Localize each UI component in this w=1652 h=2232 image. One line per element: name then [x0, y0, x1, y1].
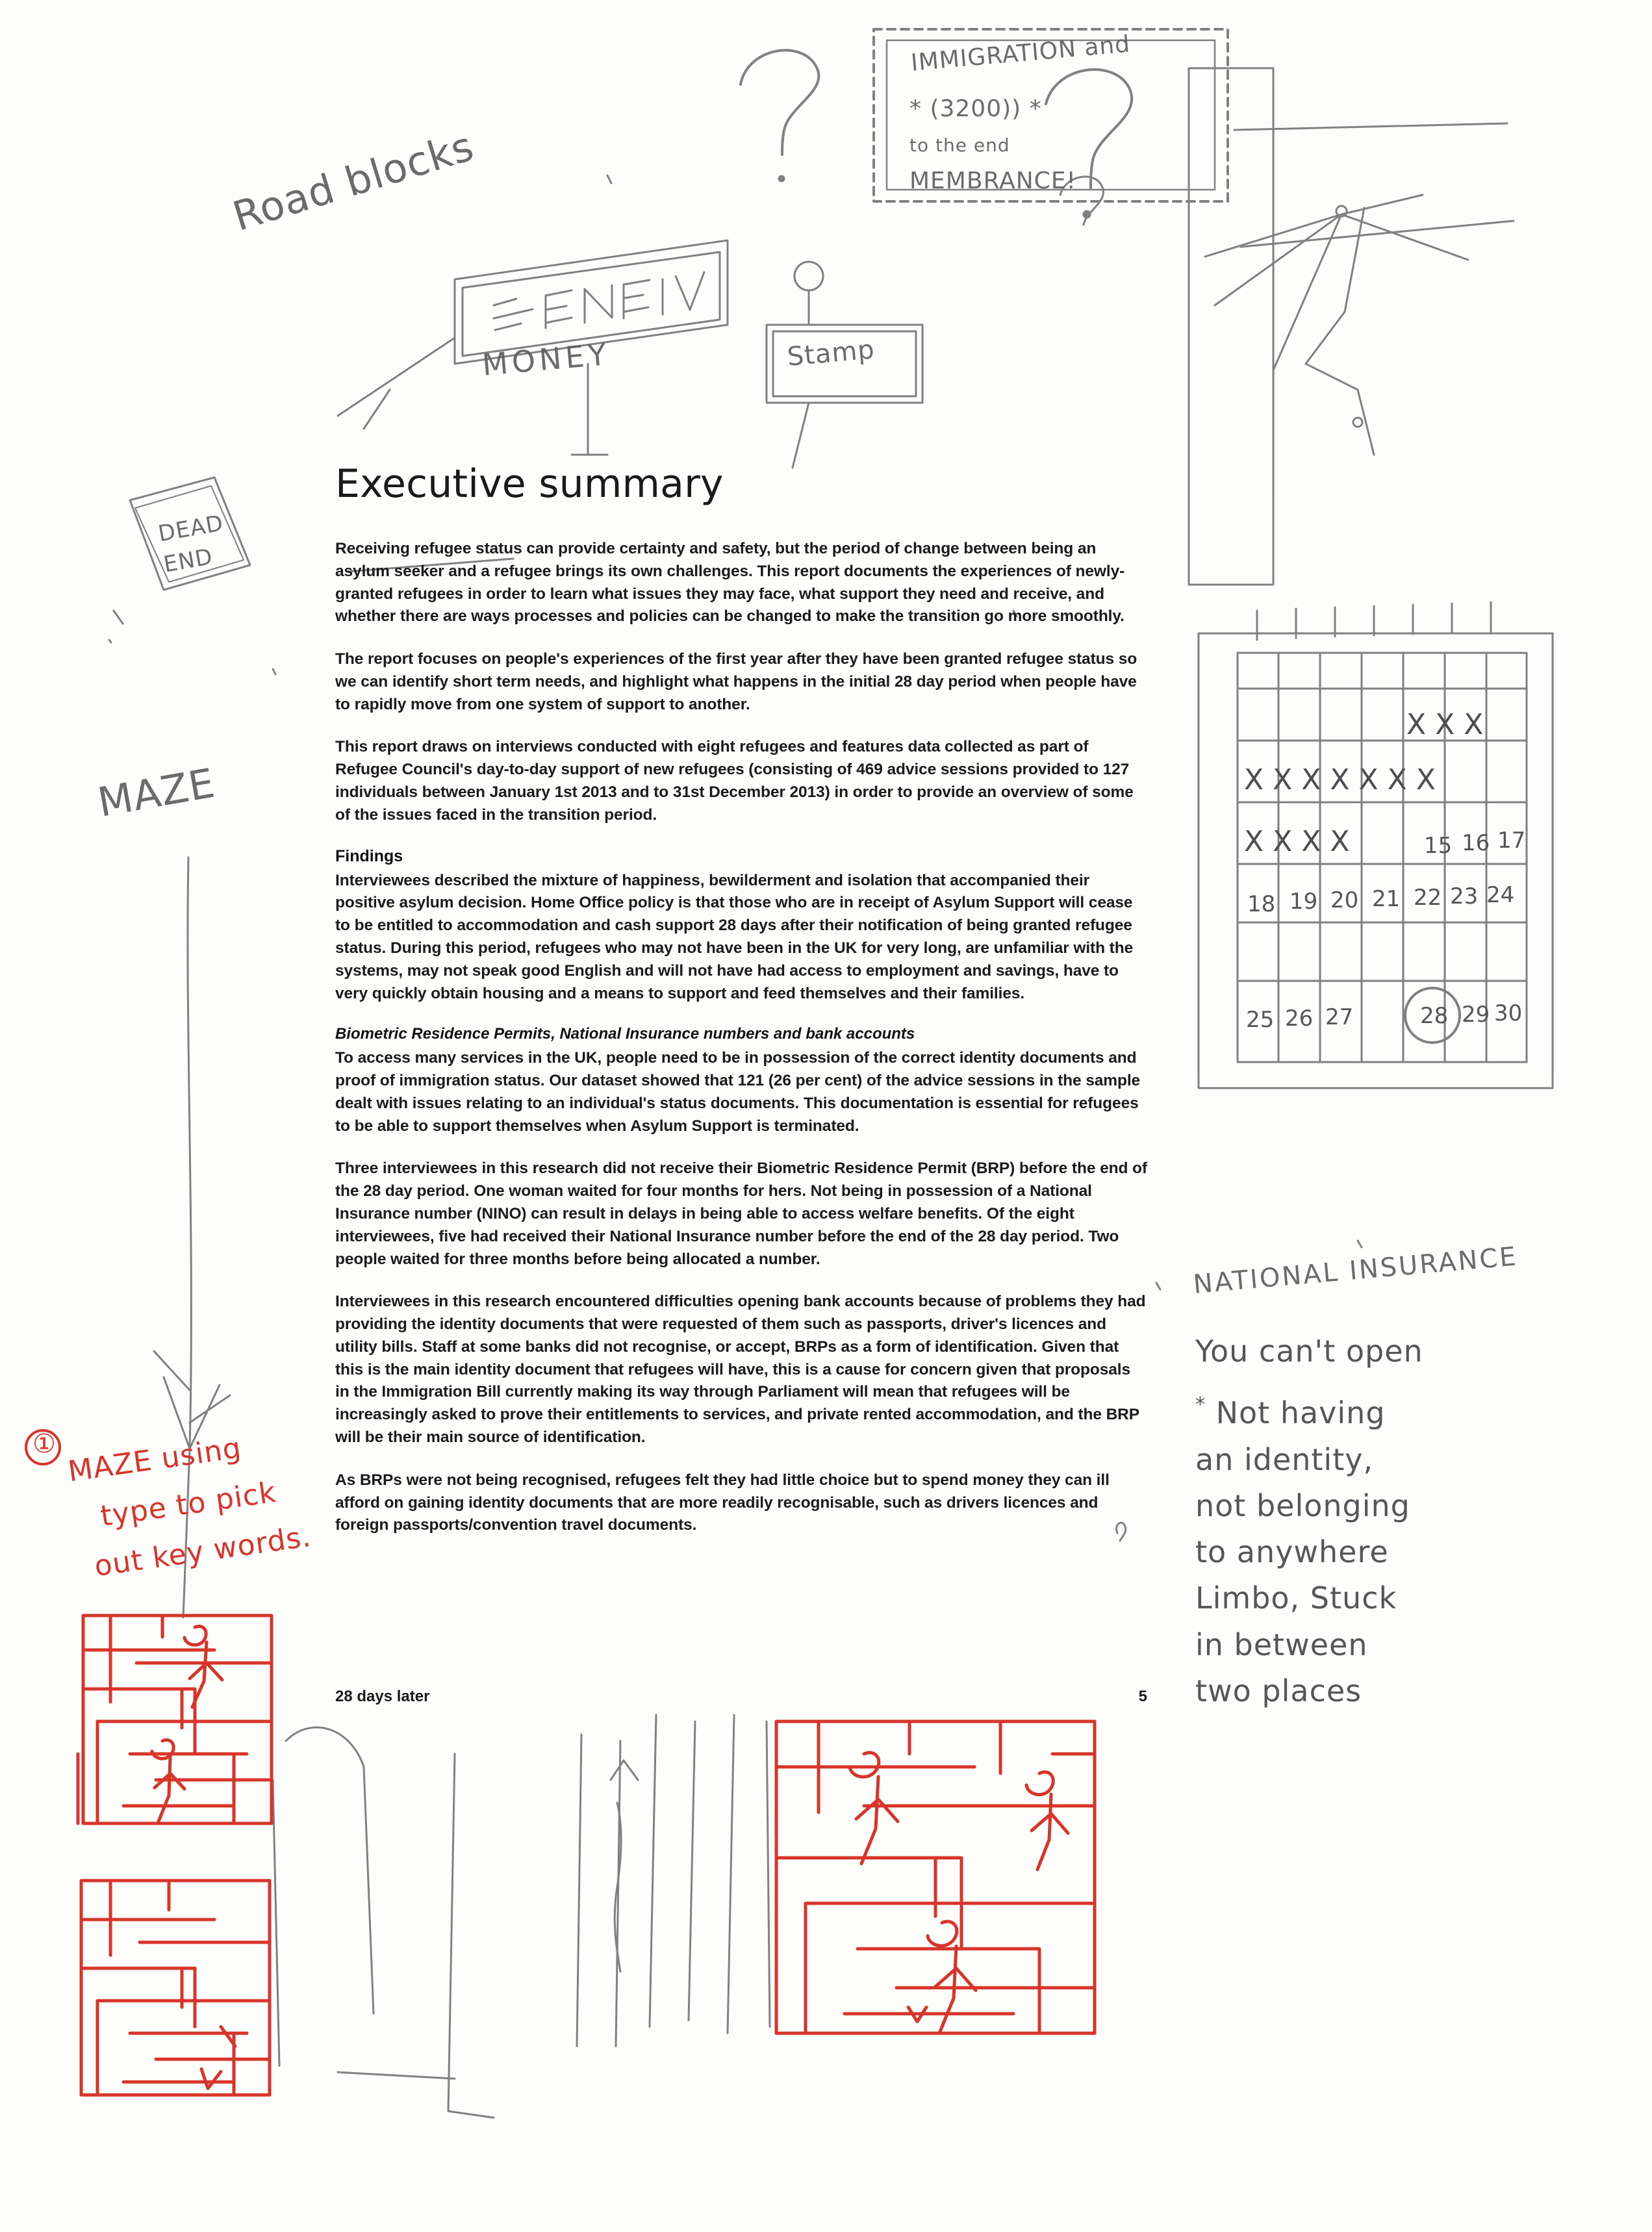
intro-paragraph-3: This report draws on interviews conducted with eight refugees and features data collected as part of Refugee Council's day-to-day support of new refugees (consisting of 469 advice sessions provided to 127 individuals between January 1st 2013 and to 31st December 2013) in order to provide an overview of some of the issues faced in the transition period. [335, 738, 1134, 824]
right-note-line-1: You can't open [1195, 1334, 1423, 1369]
right-note-marker: * [1195, 1393, 1206, 1417]
immigration-note-line-1: IMMIGRATION and [909, 31, 1132, 77]
right-note-line-2: Not having [1215, 1395, 1386, 1431]
annotation-national-insurance-heading: NATIONAL INSURANCE [1192, 1241, 1519, 1300]
calendar-x-mark: X X X X [1244, 825, 1350, 858]
calendar-day-17: 17 [1497, 828, 1526, 854]
calendar-day-25: 25 [1246, 1007, 1275, 1033]
brp-section-heading: Biometric Residence Permits, National Insurance numbers and bank accounts [335, 1025, 915, 1043]
annotation-maze: MAZE [94, 759, 219, 826]
immigration-note-line-2: * (3200)) * [909, 95, 1042, 122]
calendar-day-28-circled: 28 [1420, 1003, 1449, 1029]
calendar-day-20: 20 [1330, 887, 1359, 913]
right-note-line-5: to anywhere [1195, 1534, 1389, 1570]
brp-paragraph-1: To access many services in the UK, people need to be in possession of the correct identity documents and proof of immigration status. Our dataset showed that 121 (26 per cent) of the advice sessions in the sample dealt with issues relating to an individual's status documents. This documentation is essential for refugees to be able to support themselves when Asylum Support is terminated. [335, 1049, 1141, 1135]
right-note-line-8: two places [1195, 1673, 1362, 1709]
right-note-line-4: not belonging [1195, 1488, 1410, 1523]
right-note-line-7: in between [1195, 1627, 1368, 1662]
calendar-day-30: 30 [1494, 1000, 1523, 1026]
calendar-day-16: 16 [1462, 830, 1490, 856]
immigration-note-line-3: to the end [909, 134, 1010, 156]
sign-stamp-label: Stamp [786, 335, 876, 372]
calendar-day-27: 27 [1325, 1004, 1354, 1030]
footer-page-number: 5 [1138, 1688, 1147, 1705]
brp-paragraph-4: As BRPs were not being recognised, refugees felt they had little choice but to spend money they can ill afford on gaining identity documents that are more readily recognisable, such as drivers licences and foreign passports/convention travel documents. [335, 1471, 1110, 1534]
red-note-line-2: type to pick [98, 1475, 279, 1533]
calendar-day-19: 19 [1290, 889, 1318, 915]
sign-money-label: MONEY [481, 336, 612, 383]
calendar-x-mark: X X X [1406, 708, 1484, 741]
document-text-column [335, 461, 1147, 1557]
right-note-line-3: an identity, [1195, 1441, 1374, 1477]
calendar-day-18: 18 [1247, 891, 1276, 917]
red-note-line-1: MAZE using [66, 1431, 244, 1489]
calendar-day-23: 23 [1450, 883, 1479, 909]
annotation-dead-end: DEAD END [156, 510, 226, 578]
annotation-road-blocks: Road blocks [227, 121, 479, 240]
calendar-day-29: 29 [1462, 1002, 1490, 1028]
intro-paragraph-1: Receiving refugee status can provide certainty and safety, but the period of change between being an asylum seeker and a refugee brings its own challenges. This report documents the experiences of newly-granted refugees in order to learn what issues they may face, what support they need and receive, and whether there are ways processes and policies can be changed to make the transition go more smoothly. [335, 540, 1125, 626]
red-note-marker: ① [32, 1429, 57, 1459]
findings-heading: Findings [335, 846, 403, 865]
annotation-red-maze-note [65, 1411, 355, 1593]
calendar-day-24: 24 [1486, 882, 1515, 908]
calendar-day-15: 15 [1424, 833, 1453, 859]
calendar-day-26: 26 [1285, 1006, 1314, 1032]
right-note-line-6: Limbo, Stuck [1195, 1580, 1397, 1616]
brp-paragraph-2: Three interviewees in this research did not receive their Biometric Residence Permit (BRP) before the end of the 28 day period. One woman waited for four months for hers. Not being in possession of a National Insurance number (NINO) can result in delays in being able to access welfare benefits. Of the eight interviewees, five had received their National Insurance number before the end of the 28 day period. Two people waited for three months before being allocated a number. [335, 1160, 1147, 1268]
annotation-right-margin-note [1195, 1328, 1559, 1714]
findings-paragraph: Interviewees described the mixture of happiness, bewilderment and isolation that accompanied their positive asylum decision. Home Office policy is that those who are in receipt of Asylum Support will cease to be entitled to accommodation and cash support 28 days after their notification of being granted refugee status. During this period, refugees who may not have been in the UK for very long, are unfamiliar with the systems, may not speak good English and will not have had access to employment and savings, have to very quickly obtain housing and a means to support and feed themselves and their families. [335, 871, 1134, 1002]
annotation-immigration-note [909, 31, 1215, 199]
intro-paragraph-2: The report focuses on people's experiences of the first year after they have been granted refugee status so we can identify short term needs, and highlight what happens in the initial 28 day period when people have to rapidly move from one system of support to another. [335, 650, 1137, 713]
immigration-note-line-4: MEMBRANCE! [909, 167, 1076, 194]
page-footer [335, 1688, 1147, 1706]
footer-report-title: 28 days later [335, 1688, 430, 1705]
page-title: Executive summary [335, 461, 724, 507]
brp-paragraph-3: Interviewees in this research encountered difficulties opening bank accounts because of problems they had providing the identity documents that were requested of them such as passports, driver's licences and utility bills. Staff at some banks did not recognise, or accept, BRPs as a form of identification. Given that this is the main identity document that refugees will have, this is a cause for concern given that proposals in the Immigration Bill currently making its way through Parliament will mean that refugees will be increasingly asked to prove their entitlements to services, and private rented accommodation, and the BRP will be their main source of identification. [335, 1293, 1146, 1446]
calendar-day-22: 22 [1414, 885, 1442, 911]
calendar-x-mark: X X X X X X X [1244, 763, 1436, 796]
calendar-day-21: 21 [1372, 886, 1401, 912]
red-note-line-3: out key words. [92, 1519, 314, 1583]
